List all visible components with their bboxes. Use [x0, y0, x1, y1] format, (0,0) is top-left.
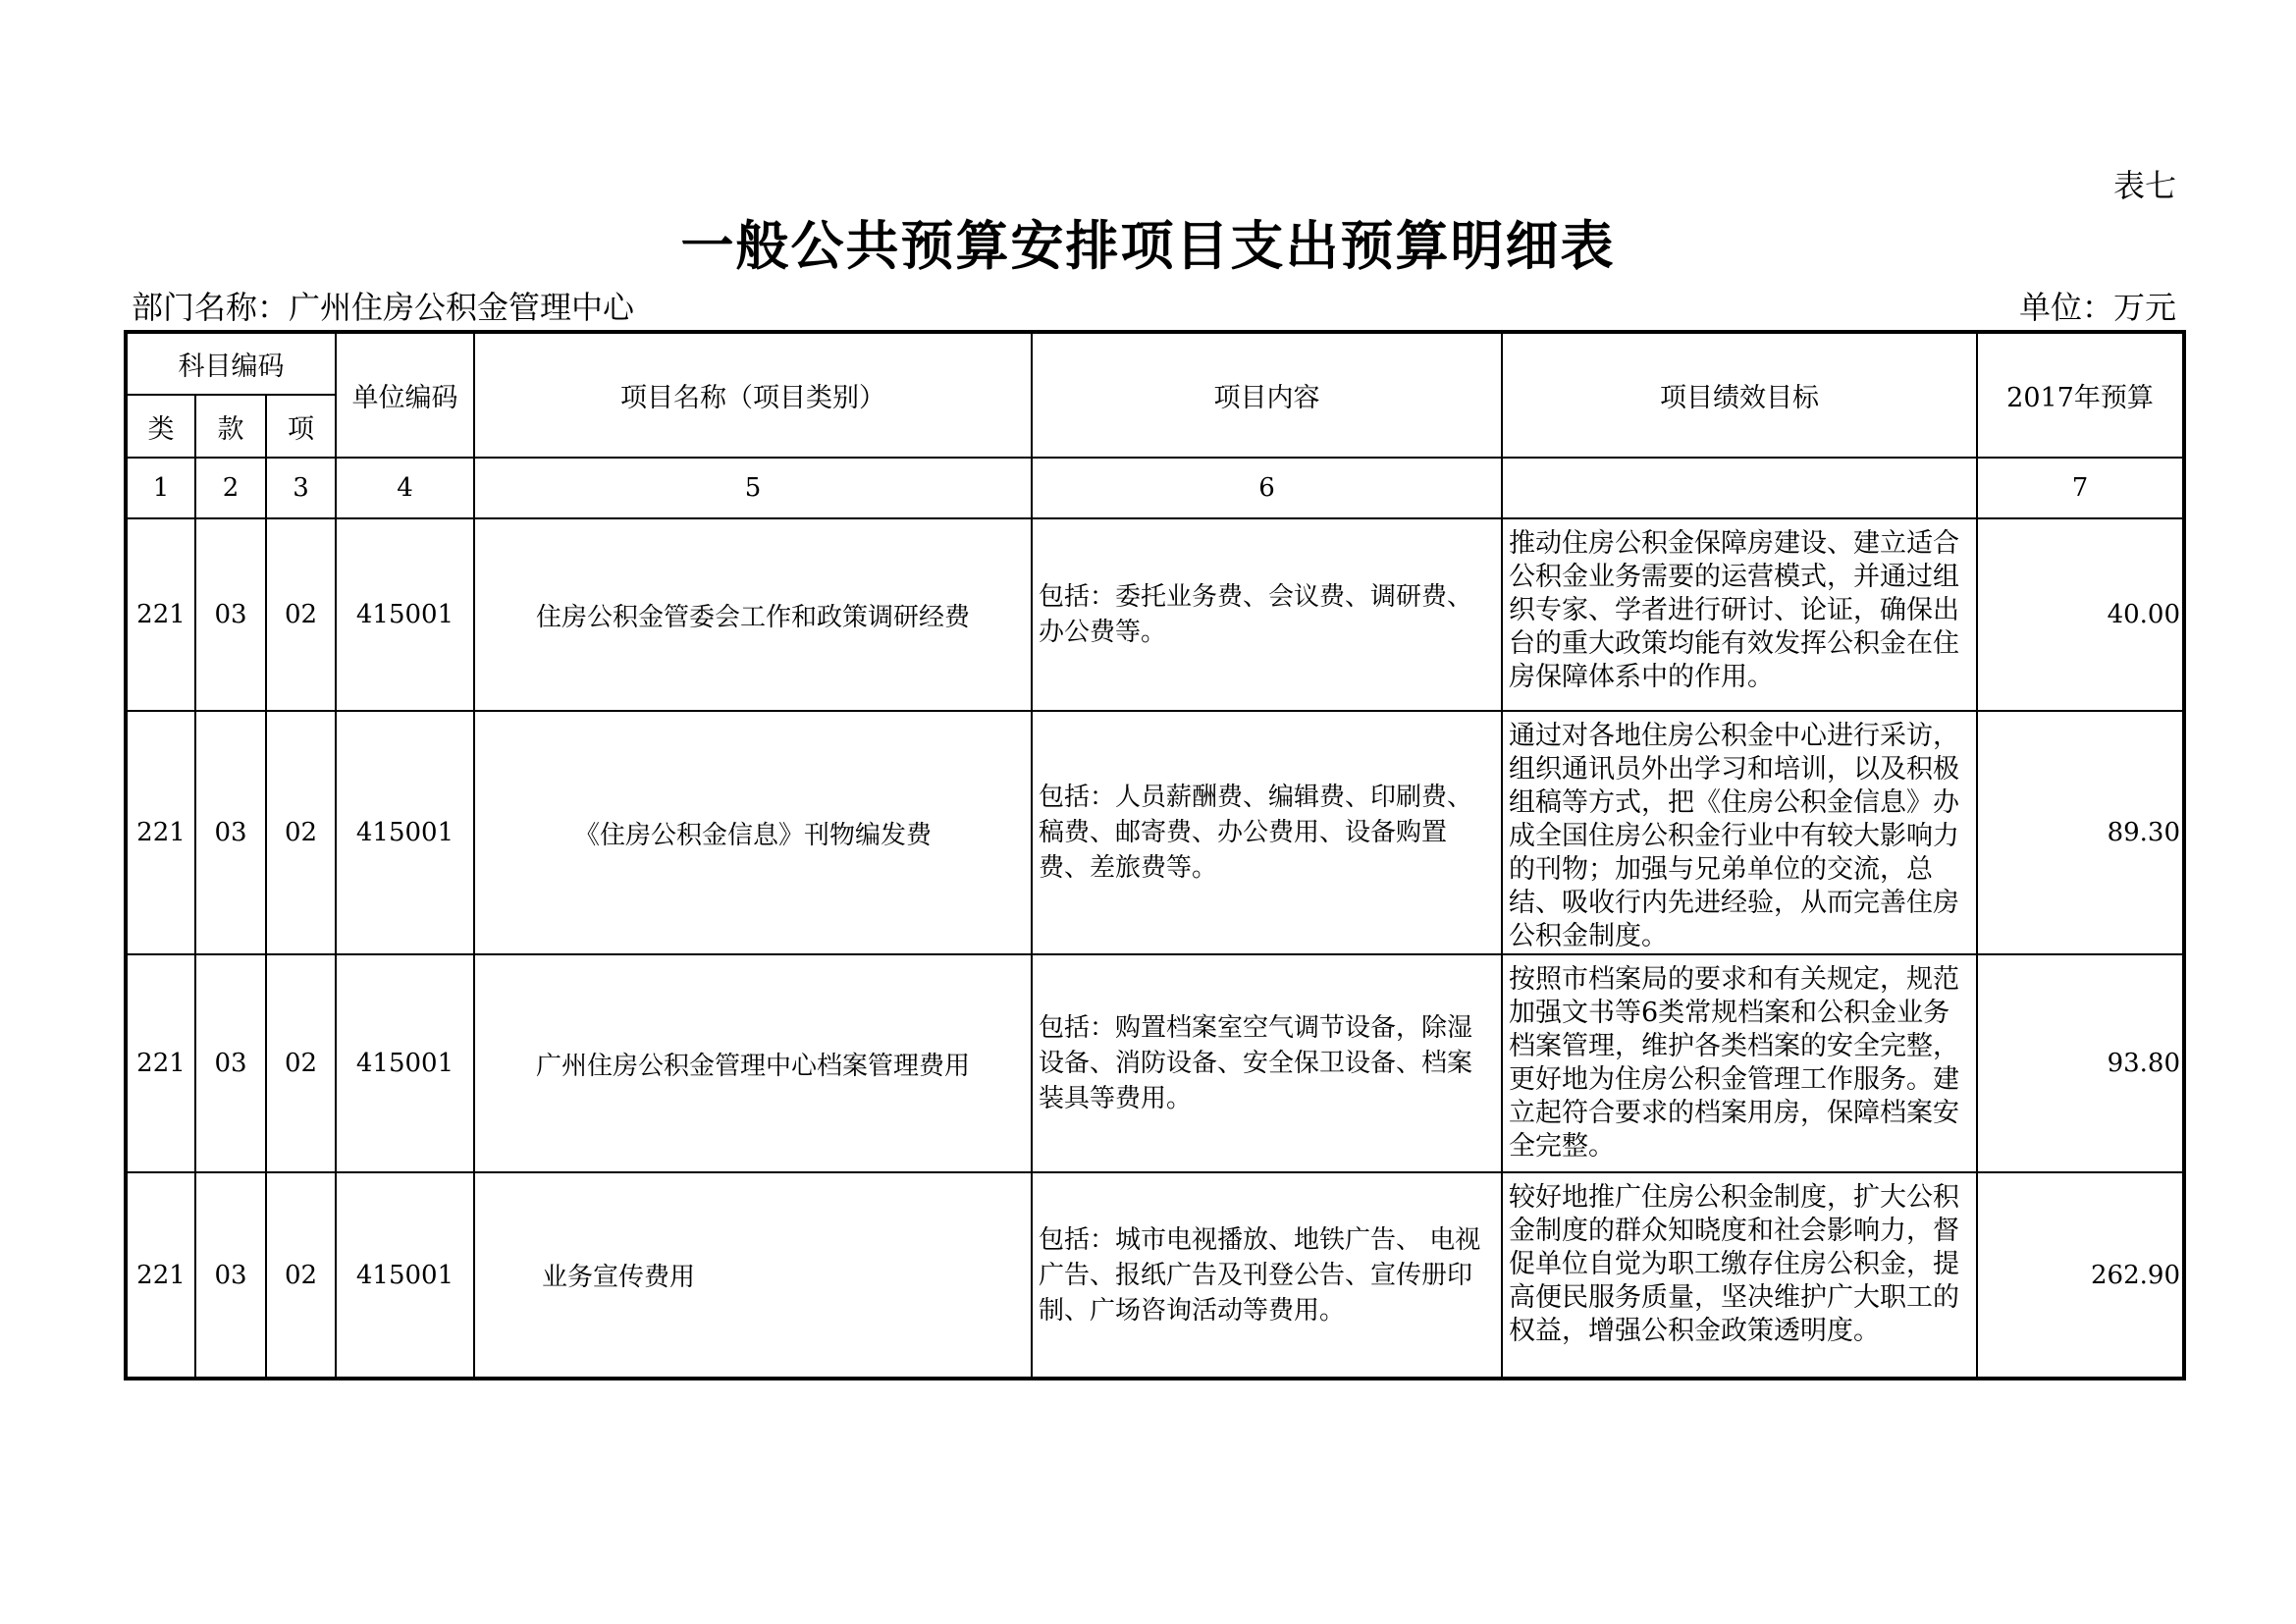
index-cell: 7	[1977, 458, 2184, 518]
index-cell: 4	[336, 458, 474, 518]
lei-cell: 221	[126, 1172, 195, 1379]
lei-header: 类	[126, 395, 195, 458]
lei-cell: 221	[126, 518, 195, 711]
project-goal-header: 项目绩效目标	[1502, 332, 1977, 458]
index-cell: 5	[474, 458, 1032, 518]
budget-header: 2017年预算	[1977, 332, 2184, 458]
kuan-cell: 03	[195, 954, 266, 1172]
project-content-header: 项目内容	[1032, 332, 1502, 458]
table-row	[126, 711, 2184, 954]
budget-amount-cell: 93.80	[1977, 954, 2184, 1172]
lei-cell: 221	[126, 954, 195, 1172]
project-content-cell: 包括：委托业务费、会议费、调研费、办公费等。	[1032, 518, 1502, 711]
table-row	[126, 1172, 2184, 1379]
project-goal-cell: 按照市档案局的要求和有关规定，规范加强文书等6类常规档案和公积金业务档案管理，维护各类档案的安全完整，更好地为住房公积金管理工作服务。建立起符合要求的档案用房，保障档案安全完整。	[1502, 954, 1977, 1172]
xiang-cell: 02	[266, 518, 336, 711]
project-name-cell: 住房公积金管委会工作和政策调研经费	[474, 518, 1032, 711]
index-cell: 2	[195, 458, 266, 518]
table-row	[126, 954, 2184, 1172]
unit-code-cell: 415001	[336, 954, 474, 1172]
xiang-header: 项	[266, 395, 336, 458]
project-content-cell: 包括：城市电视播放、地铁广告、 电视广告、报纸广告及刊登公告、宣传册印制、广场咨询活动等费用。	[1032, 1172, 1502, 1379]
unit-code-cell: 415001	[336, 711, 474, 954]
project-name-cell: 《住房公积金信息》刊物编发费	[474, 711, 1032, 954]
index-cell: 3	[266, 458, 336, 518]
budget-table	[124, 330, 2186, 1380]
index-cell: 6	[1032, 458, 1502, 518]
table-number: 表七	[2112, 167, 2176, 204]
xiang-cell: 02	[266, 954, 336, 1172]
index-cell: 1	[126, 458, 195, 518]
department-label: 部门名称：广州住房公积金管理中心	[132, 289, 635, 326]
budget-amount-cell: 89.30	[1977, 711, 2184, 954]
unit-code-header: 单位编码	[336, 332, 474, 458]
index-row	[126, 458, 2184, 518]
unit-code-cell: 415001	[336, 518, 474, 711]
kuan-cell: 03	[195, 711, 266, 954]
project-goal-cell: 推动住房公积金保障房建设、建立适合公积金业务需要的运营模式，并通过组织专家、学者进行研讨、论证，确保出台的重大政策均能有效发挥公积金在住房保障体系中的作用。	[1502, 518, 1977, 711]
project-goal-cell: 通过对各地住房公积金中心进行采访，组织通讯员外出学习和培训，以及积极组稿等方式，把《住房公积金信息》办成全国住房公积金行业中有较大影响力的刊物；加强与兄弟单位的交流，总结、吸收行内先进经验，从而完善住房公积金制度。	[1502, 711, 1977, 954]
project-name-header: 项目名称（项目类别）	[474, 332, 1032, 458]
table-row	[126, 518, 2184, 711]
budget-amount-cell: 40.00	[1977, 518, 2184, 711]
unit-label: 单位：万元	[2018, 289, 2176, 326]
project-goal-cell: 较好地推广住房公积金制度，扩大公积金制度的群众知晓度和社会影响力，督促单位自觉为职工缴存住房公积金，提高便民服务质量，坚决维护广大职工的权益，增强公积金政策透明度。	[1502, 1172, 1977, 1379]
lei-cell: 221	[126, 711, 195, 954]
budget-amount-cell: 262.90	[1977, 1172, 2184, 1379]
xiang-cell: 02	[266, 1172, 336, 1379]
xiang-cell: 02	[266, 711, 336, 954]
project-name-cell: 广州住房公积金管理中心档案管理费用	[474, 954, 1032, 1172]
kuan-cell: 03	[195, 1172, 266, 1379]
project-content-cell: 包括：人员薪酬费、编辑费、印刷费、稿费、邮寄费、办公费用、设备购置费、差旅费等。	[1032, 711, 1502, 954]
kuan-cell: 03	[195, 518, 266, 711]
header-row-1	[126, 332, 2184, 395]
document-title: 一般公共预算安排项目支出预算明细表	[680, 215, 1616, 277]
subject-code-header: 科目编码	[126, 332, 336, 395]
unit-code-cell: 415001	[336, 1172, 474, 1379]
kuan-header: 款	[195, 395, 266, 458]
index-cell	[1502, 458, 1977, 518]
project-content-cell: 包括：购置档案室空气调节设备，除湿设备、消防设备、安全保卫设备、档案装具等费用。	[1032, 954, 1502, 1172]
project-name-cell: 业务宣传费用	[474, 1172, 1032, 1379]
